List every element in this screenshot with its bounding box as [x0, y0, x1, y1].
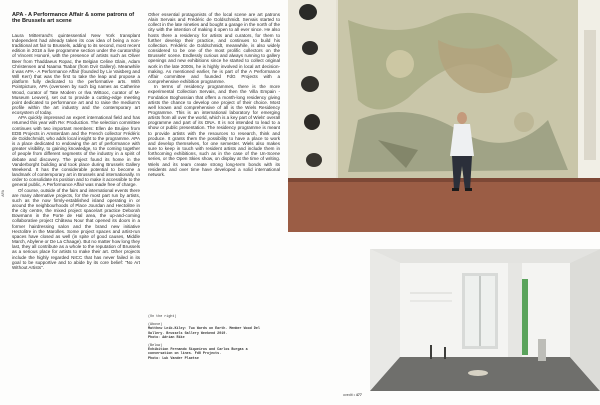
folio-number: 477: [355, 393, 362, 397]
page-folio: [343, 393, 362, 397]
caption-above-credit: Photo: Adrian Rike: [148, 335, 185, 340]
folio-label: ovedit •: [343, 393, 355, 397]
side-folio: APA: [1, 190, 5, 197]
caption-below-label: (Below): [148, 344, 163, 349]
white-gallery-illustration: [370, 249, 600, 391]
middle-text-column: [148, 12, 280, 177]
mid-paragraph-2: In terms of residency programmes, there is the more experimental Collection Servais, and then the Villa Empain - Fondation Boghossian that offers a month-long residency giving artists the chance to develop one project of their choice. Most well known and comprehensive of all is the Wiels Residency Programme. This is an international laboratory for emerging artists from all over the world, which is a key part of Wiels' overall programme and part of its DNA. It is not intended to lead to a show or public presentation. The residency programme is meant to provide artists with the resources to research, think and produce. It grants them the possibility to have a place to work and develop themselves, for one semester. Wiels also makes sure to keep in touch with resident artists and include them in forthcoming exhibitions, such as in the case of the Un-Scene series, or the Open Skies show, on display at the time of writing. Wiels and its team create strong long-term bonds with its residents and over time have developed a solid international network.: [148, 84, 280, 177]
gallery-photo-bottom: [370, 249, 600, 391]
mid-paragraph-1: Other essential protagonists of the local scene are art patrons Alain Servais and Frédéric de Goldschmidt. Servais started to collect in the late nineties and bought a garage in the north of the city with the intention of making it open to all ever since. He also hosts there a residency for artists and curators, for them to further develop their practice, and continues to build his collection. Frédéric de Goldschmidt, meanwhile, is also widely considered to be one of the most prolific collectors on the Brussels' scene. Endlessly curious and always running to gallery openings and new exhibitions since he started to collect original work in the late 2000s, he is highly involved in local art decision-making. As mentioned earlier, he is part of the A Performance Affair committee and founded FdG Projects with a comprehensive exhibition programme.: [148, 12, 280, 85]
left-text-column: [12, 12, 140, 270]
left-paragraph-1: Laura Mitterrand's quintessential New York transplant Independent had already taken its cow idea of being a non-traditional art fair to Brussels, adding to its second, most recent edition in 2018 a live programme section under the curatorship of Vincent Honoré, with the presence of artists such as Oliver Beer from Thaddaeus Ropac, the Belgian Celine Glain, Adam Christensen and Naama Tsabar (from Dvir Gallery). Meanwhile it was APA - A Performance Affair (founded by Liv Vaisberg and Will Kerr) that was the first to take the leap and propose a platform fully dedicated to the performative arts. With Pointpicture, APA (overseen by such big names as Catherine Wood, curator of Tate Modern or Ilva Wittooc, curator of M-Museum Leuven), set out to provide a cutting-edge meeting point dedicated to performance art and to raise the medium's profile within the art industry and the contemporary art ecosystem of today.: [12, 32, 140, 116]
caption-on-the-right: (On the right): [148, 315, 177, 319]
caption-below-venue: conversation on lines. FdG Projects.: [148, 352, 222, 357]
gallery-painting-illustration: [288, 0, 600, 232]
gallery-photo-top: [288, 0, 600, 232]
caption-above-venue: Gallery. Brussels Gallery Weekend 2019.: [148, 331, 228, 336]
left-paragraph-3: Of course, outside of the fairs and international events there are many alternative projects, for the most part run by artists, such as the now firmly-established island operating in or around the neighbourhoods of Place Jourdan and Hectolitre in the city centre, the mixed project space/art practice Deborah Bowmann in the Porte de Hal area, the up-and-coming collaborative project Château Nour that opened its doors in a former hairdressing salon and the brand new initiative Hectolitre in the Marolles. Some project spaces and artist-run spaces have closed as well (in spite of good causes, Middle March, Abylene or De La Chaage). But no matter how long they last, they all contribute as a whole to the reputation of Brussels as a serious place for artists to make their art. Other projects include the highly regarded NICC that has never failed in its goal to be supportive and to abide by its core belief: "No Art Without Artists".: [12, 187, 140, 270]
article-title: APA - A Performance Affair & some patrons of the Brussels art scene: [12, 12, 135, 25]
caption-below-credit: Photo: Luk Vander Plaetse: [148, 356, 199, 361]
left-paragraph-2: APA quickly impressed an expert international field and has returned this year with Re: Production. The selection committee continues with two important members: Ellen de Bruijne from EDB Projects in Amsterdam and the French collector Frédéric de Goldschmidt, who adds local insight to the programme. APA is a place dedicated to endowing the art of performance with greater visibility, to gaining knowledge, to the coming together of people from different segments of the industry in a spirit of debate and discovery. The project found its home in the Vanderborght building and took place during Brussels Gallery Weekend. It has the considerable potential to become a landmark of contemporary art in Brussels and internationally. In order to consolidate its position and to make it accessible to the general public, A Performance Affair was made free of charge.: [12, 115, 140, 188]
caption-below-title: Exhibition Fernando Siqueiros and Carlos Burgas a: [148, 348, 248, 353]
photo-captions: [148, 315, 278, 361]
caption-above-title: Matthew Leib-Kiley: Two Words on Earth. Member Wood Del: [148, 327, 260, 332]
caption-above-label: (Above): [148, 323, 163, 328]
page-edge-mark: [592, 190, 598, 210]
